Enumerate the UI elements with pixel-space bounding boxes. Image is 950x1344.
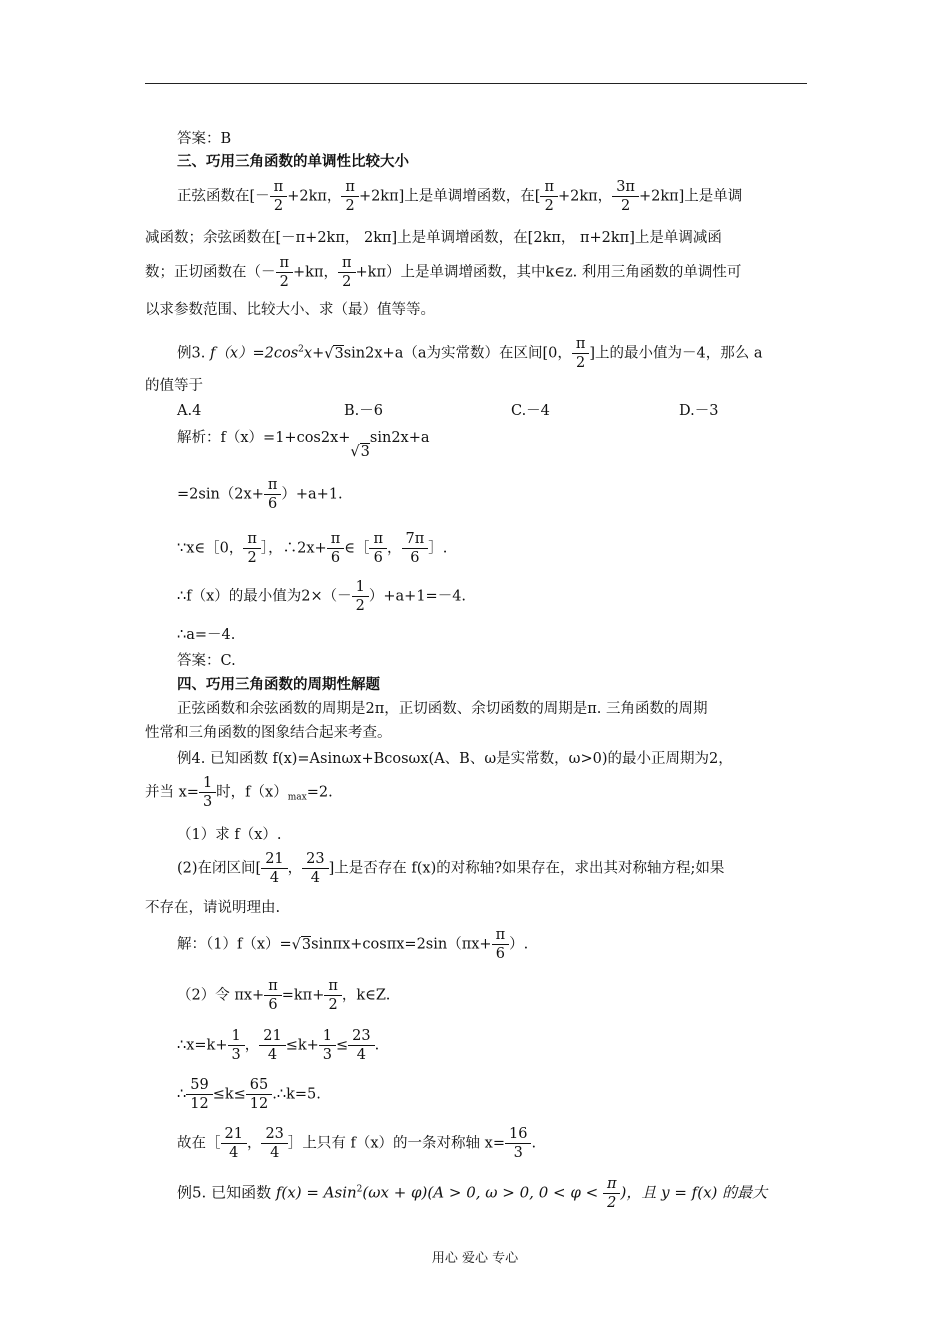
paragraph-line: 正弦函数和余弦函数的周期是2π，正切函数、余切函数的周期是π. 三角函数的周期 bbox=[177, 701, 708, 717]
options-row bbox=[177, 401, 737, 421]
solution-line: ∴f（x）的最小值为2×（－ $\frac{1}{2}$ ）+a+1=－4. bbox=[177, 579, 467, 614]
example-3: 例3. $f(x)=2\cos^2x+√3\sin 2x+a(a$为实常数）在区间[0， $\frac{\pi}{2}$ ]上的最小值为－4，那么 a bbox=[177, 336, 763, 371]
header-rule bbox=[145, 83, 807, 84]
solution-line: （2）令 πx+ $\frac{\pi}{6}$ =kπ+ $\frac{\pi}{2}$ ，k∈Z. bbox=[177, 978, 391, 1013]
paragraph-line: 正弦函数在[－ $\frac{\pi}{2}$ +2kπ， $\frac{\pi}{2}$ +2kπ]上是单调增函数，在[ $\frac{\pi}{2}$ +2kπ， $\frac{3\pi}{2}$ +2kπ]上是单调 bbox=[177, 179, 743, 214]
solution-line: ∴x=k+ $\frac{1}{3}$ ， $\frac{21}{4}$ ≤k+ $\frac{1}{3}$ ≤ $\frac{23}{4}$ . bbox=[177, 1028, 380, 1063]
solution-line: ∴ $\frac{59}{12}$ ≤k≤ $\frac{65}{12}$ .∴k=5. bbox=[177, 1077, 321, 1112]
example-4-line: 并当 x= $\frac{1}{3}$ 时，$f(x)_{max}=2$. bbox=[145, 775, 333, 810]
paragraph-line: 不存在，请说明理由. bbox=[145, 900, 281, 916]
section-heading-4: 四、巧用三角函数的周期性解题 bbox=[177, 677, 380, 693]
solution-line: =2sin（2x+ $\frac{\pi}{6}$ ）+a+1. bbox=[177, 477, 343, 512]
example-4: 例4. 已知函数 f(x)=Asinωx+Bcosωx(A、B、ω是实常数，ω>0)的最小正周期为2， bbox=[177, 751, 733, 767]
option-c: C.－4 bbox=[511, 403, 550, 419]
solution-line: 解析：f（x）=1+cos2x+√3sin2x+a bbox=[177, 430, 430, 460]
solution-line: 解：（1）f（x）=√3sinπx+cosπx=2sin（πx+ $\frac{\pi}{6}$ ）. bbox=[177, 927, 529, 962]
paragraph-line: 以求参数范围、比较大小、求（最）值等等。 bbox=[145, 302, 435, 318]
option-d: D.－3 bbox=[679, 403, 719, 419]
solution-line: 故在［ $\frac{21}{4}$ ， $\frac{23}{4}$ ］上只有 f（x）的一条对称轴 x= $\frac{16}{3}$ . bbox=[177, 1126, 537, 1161]
option-a: A.4 bbox=[177, 403, 202, 419]
option-b: B.－6 bbox=[344, 403, 383, 419]
example-5: 例5. 已知函数 f(x) = Asin$^2$(ωx + φ)(A > 0, ω > 0, 0 < φ < $\frac{\pi}{2}$ )，且 y = f(x) 的最大 bbox=[177, 1176, 768, 1211]
example-4-part-2: (2)在闭区间[ $\frac{21}{4}$ ， $\frac{23}{4}$ ]上是否存在 f(x)的对称轴?如果存在，求出其对称轴方程;如果 bbox=[177, 851, 725, 886]
answer-c: 答案：C. bbox=[177, 653, 236, 669]
answer-b: 答案：B bbox=[177, 131, 232, 147]
example-4-part-1: （1）求 f（x）. bbox=[177, 827, 282, 843]
section-heading-3: 三、巧用三角函数的单调性比较大小 bbox=[177, 154, 409, 170]
paragraph-line: 性常和三角函数的图象结合起来考查。 bbox=[145, 725, 392, 741]
solution-line: ∵x∈［0， $\frac{\pi}{2}$ ］，∴2x+ $\frac{\pi}{6}$ ∈［ $\frac{\pi}{6}$ ， $\frac{7\pi}{6}$ ］. bbox=[177, 531, 448, 566]
paragraph-line: 数；正切函数在（－ $\frac{\pi}{2}$ +kπ， $\frac{\pi}{2}$ +kπ）上是单调增函数，其中k∈z. 利用三角函数的单调性可 bbox=[145, 255, 742, 290]
paragraph-line: 的值等于 bbox=[145, 378, 203, 394]
page-footer: 用心 爱心 专心 bbox=[431, 1251, 519, 1266]
paragraph-line: 减函数；余弦函数在[－π+2kπ， 2kπ]上是单调增函数，在[2kπ， π+2kπ]上是单调减函 bbox=[145, 230, 722, 246]
solution-line: ∴a=－4. bbox=[177, 627, 236, 643]
